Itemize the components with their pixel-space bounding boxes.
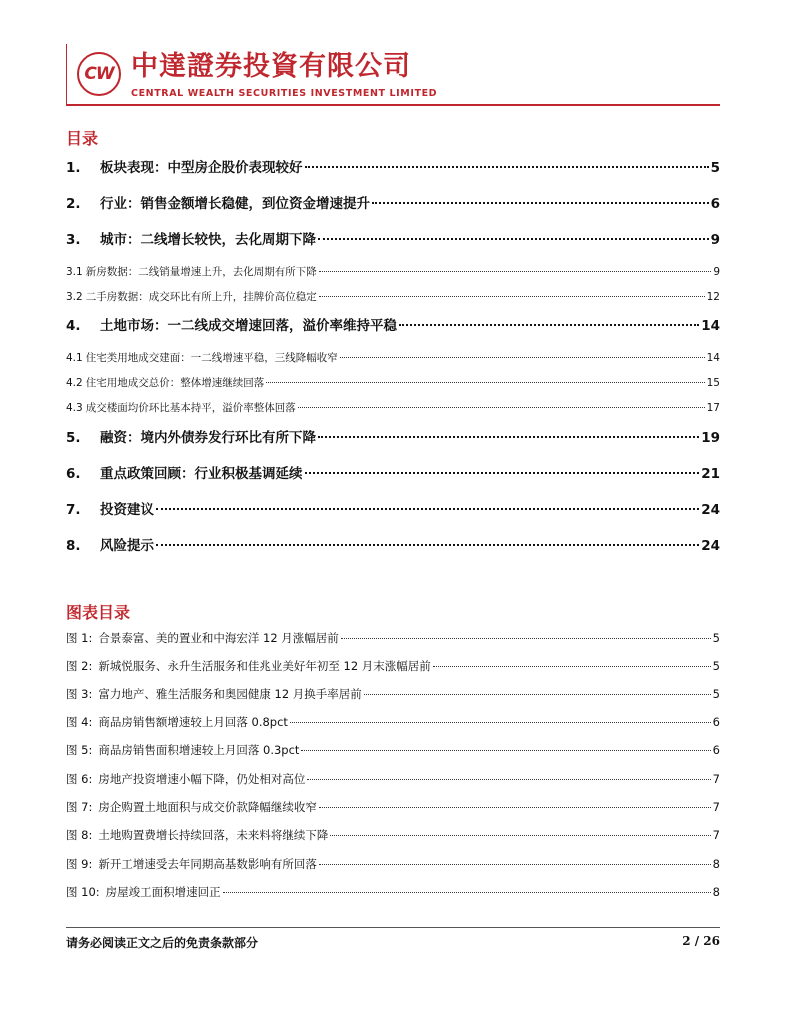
figure-entry-number: 图 2:: [66, 659, 93, 673]
toc-entry-page: 9: [710, 232, 720, 248]
toc-entry-page: 12: [706, 291, 720, 303]
figure-entry-text: 商品房销售面积增速较上月回落 0.3pct: [98, 743, 300, 757]
toc-entry-number: 1.: [66, 160, 81, 176]
company-name-en: CENTRAL WEALTH SECURITIES INVESTMENT LIMITED: [131, 88, 438, 99]
toc-title: 目录: [66, 129, 99, 148]
toc-entry-text: 板块表现：中型房企股价表现较好: [100, 160, 303, 176]
figure-leader-dots: [433, 666, 711, 667]
figure-entry-number: 图 3:: [66, 687, 93, 701]
company-logo: [77, 52, 121, 96]
figure-leader-dots: [223, 892, 711, 893]
toc-leader-dots: [305, 166, 709, 168]
figure-leader-dots: [290, 722, 711, 723]
figure-leader-dots: [301, 750, 710, 751]
header-rule: [66, 104, 720, 106]
figure-entry-text: 商品房销售额增速较上月回落 0.8pct: [98, 715, 288, 729]
toc-leader-dots: [156, 544, 699, 546]
figure-entry-page: 6: [712, 715, 720, 729]
toc-entry-page: 21: [701, 466, 720, 482]
toc-subentry[interactable]: [66, 289, 720, 304]
figure-entry-number: 图 5:: [66, 743, 93, 757]
toc-leader-dots: [156, 508, 699, 510]
toc-entry-text: 重点政策回顾：行业积极基调延续: [100, 466, 303, 482]
toc-entry-text: 住宅用地成交总价：整体增速继续回落: [85, 377, 265, 389]
figure-entry-page: 7: [712, 772, 720, 786]
toc-entry[interactable]: [66, 228, 720, 248]
toc-entry-number: 8.: [66, 538, 81, 554]
toc-entry-number: 3.2: [66, 291, 83, 303]
toc-entry-page: 5: [710, 160, 720, 176]
toc-leader-dots: [266, 382, 704, 383]
figure-entry-text: 土地购置费增长持续回落，未来料将继续下降: [98, 828, 329, 842]
figure-entry[interactable]: [66, 742, 720, 758]
figure-entry[interactable]: [66, 658, 720, 674]
toc-entry[interactable]: [66, 314, 720, 334]
toc-entry-text: 融资：境内外债券发行环比有所下降: [100, 430, 316, 446]
page-number: 2 / 26: [682, 934, 720, 948]
figures-title: 图表目录: [66, 603, 131, 622]
figure-leader-dots: [319, 807, 711, 808]
footer-rule: [66, 927, 720, 928]
toc-entry-number: 2.: [66, 196, 81, 212]
toc-entry-page: 17: [706, 402, 720, 414]
figure-entry[interactable]: [66, 799, 720, 815]
figure-entry-number: 图 10:: [66, 885, 100, 899]
figure-entry[interactable]: [66, 884, 720, 900]
logo-text: CW: [84, 64, 114, 84]
figure-entry[interactable]: [66, 630, 720, 646]
toc-entry[interactable]: [66, 534, 720, 554]
toc-entry-text: 土地市场：一二线成交增速回落，溢价率维持平稳: [100, 318, 397, 334]
toc-entry[interactable]: [66, 156, 720, 176]
toc-entry-number: 4.: [66, 318, 81, 334]
toc-entry-page: 24: [701, 538, 720, 554]
toc-entry[interactable]: [66, 426, 720, 446]
toc-entry[interactable]: [66, 192, 720, 212]
figure-entry-number: 图 7:: [66, 800, 93, 814]
toc-leader-dots: [319, 271, 712, 272]
figure-entry-number: 图 9:: [66, 857, 93, 871]
toc-entry-text: 行业：销售金额增长稳健，到位资金增速提升: [100, 196, 370, 212]
figure-leader-dots: [330, 835, 710, 836]
toc-entry-text: 风险提示: [100, 538, 154, 554]
figure-leader-dots: [307, 779, 710, 780]
toc-subentry[interactable]: [66, 350, 720, 365]
figure-entry-text: 新开工增速受去年同期高基数影响有所回落: [98, 857, 317, 871]
figure-entry-page: 5: [712, 631, 720, 645]
toc-subentry[interactable]: [66, 375, 720, 390]
toc-entry-page: 6: [710, 196, 720, 212]
toc-entry-page: 9: [713, 266, 720, 278]
toc-leader-dots: [399, 324, 699, 326]
figure-entry[interactable]: [66, 714, 720, 730]
toc-entry-page: 24: [701, 502, 720, 518]
figure-entry-page: 7: [712, 800, 720, 814]
figure-entry-page: 6: [712, 743, 720, 757]
figure-entry-text: 房地产投资增速小幅下降，仍处相对高位: [98, 772, 306, 786]
toc-leader-dots: [298, 407, 705, 408]
figure-entry-number: 图 1:: [66, 631, 93, 645]
toc-leader-dots: [319, 296, 705, 297]
figure-entry-number: 图 4:: [66, 715, 93, 729]
toc-entry-text: 投资建议: [100, 502, 154, 518]
toc-leader-dots: [318, 238, 709, 240]
figure-entry-page: 8: [712, 885, 720, 899]
toc-entry-text: 新房数据：二线销量增速上升，去化周期有所下降: [85, 266, 317, 278]
toc-entry-page: 14: [701, 318, 720, 334]
toc-entry-page: 15: [706, 377, 720, 389]
toc-entry-page: 14: [706, 352, 720, 364]
toc-entry[interactable]: [66, 498, 720, 518]
figure-entry[interactable]: [66, 827, 720, 843]
figure-entry[interactable]: [66, 856, 720, 872]
toc-entry-number: 7.: [66, 502, 81, 518]
header-logo-divider: [66, 44, 67, 104]
figure-entry-page: 5: [712, 687, 720, 701]
figure-entry-text: 合景泰富、美的置业和中海宏洋 12 月涨幅居前: [98, 631, 339, 645]
toc-subentry[interactable]: [66, 264, 720, 279]
toc-entry[interactable]: [66, 462, 720, 482]
figure-leader-dots: [341, 638, 711, 639]
toc-leader-dots: [318, 436, 699, 438]
toc-entry-number: 3.: [66, 232, 81, 248]
figure-entry-number: 图 8:: [66, 828, 93, 842]
company-name-cn: 中達證券投資有限公司: [131, 51, 411, 82]
figure-leader-dots: [319, 864, 711, 865]
toc-leader-dots: [305, 472, 700, 474]
toc-entry-number: 3.1: [66, 266, 83, 278]
figure-entry[interactable]: [66, 771, 720, 787]
footer-disclaimer: 请务必阅读正文之后的免责条款部分: [66, 936, 259, 950]
toc-entry-number: 4.1: [66, 352, 83, 364]
toc-leader-dots: [340, 357, 705, 358]
figure-entry-text: 富力地产、雅生活服务和奥园健康 12 月换手率居前: [98, 687, 362, 701]
figure-entry-text: 房企购置土地面积与成交价款降幅继续收窄: [98, 800, 317, 814]
toc-leader-dots: [372, 202, 709, 204]
figure-leader-dots: [364, 694, 711, 695]
toc-entry-text: 城市：二线增长较快，去化周期下降: [100, 232, 316, 248]
figure-entry-page: 5: [712, 659, 720, 673]
toc-entry-text: 住宅类用地成交建面：一二线增速平稳，三线降幅收窄: [85, 352, 338, 364]
toc-entry-number: 4.2: [66, 377, 83, 389]
figure-entry[interactable]: [66, 686, 720, 702]
toc-entry-text: 二手房数据：成交环比有所上升，挂牌价高位稳定: [85, 291, 317, 303]
figure-entry-page: 8: [712, 857, 720, 871]
toc-subentry[interactable]: [66, 400, 720, 415]
figure-entry-text: 新城悦服务、永升生活服务和佳兆业美好年初至 12 月末涨幅居前: [98, 659, 431, 673]
toc-entry-number: 6.: [66, 466, 81, 482]
toc-entry-page: 19: [701, 430, 720, 446]
toc-entry-text: 成交楼面均价环比基本持平，溢价率整体回落: [85, 402, 296, 414]
figure-entry-number: 图 6:: [66, 772, 93, 786]
toc-entry-number: 5.: [66, 430, 81, 446]
figure-entry-text: 房屋竣工面积增速回正: [105, 885, 221, 899]
toc-entry-number: 4.3: [66, 402, 83, 414]
figure-entry-page: 7: [712, 828, 720, 842]
